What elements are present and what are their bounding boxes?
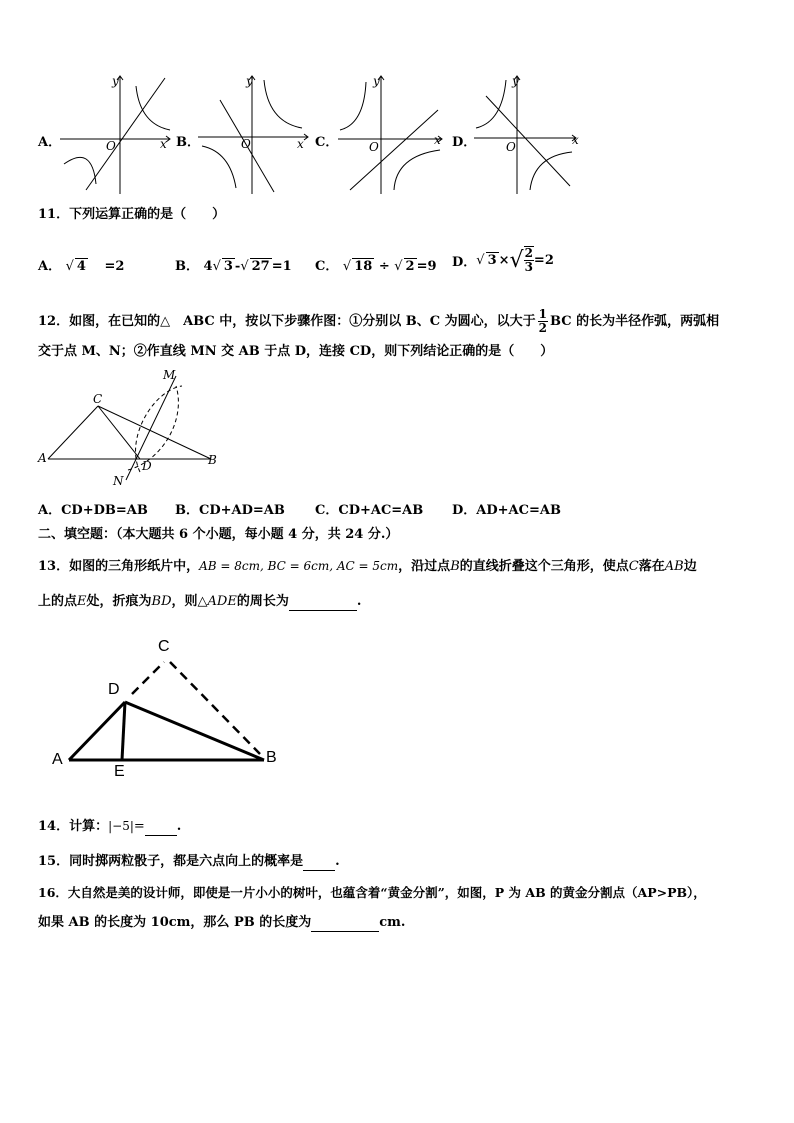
radicand: 27 [251,259,270,274]
origin-label: O [241,137,251,151]
q12-text: 12．如图，在已知的△ ABC 中，按以下步骤作图：①分别以 B、C 为圆心，以大于 [38,313,536,329]
option-letter: A． [38,135,62,150]
q14-text: . [176,819,182,834]
q13-text: ，沿过点 [398,559,451,574]
q16-text: cm. [379,915,406,930]
equals-sign: = [133,819,145,834]
q13-text: 处，折痕为 [86,594,152,609]
coefficient: 4 [203,259,213,274]
q13-text: 边 [683,559,697,574]
point-c-label: C [93,392,103,406]
option-result: =9 [416,259,437,274]
question-12-line1 [38,308,719,335]
radicand: 2 [405,259,415,274]
axis-x-label: x [297,137,304,151]
absolute-value-expression: |−5| [108,819,134,833]
radicand: 3 [487,253,497,268]
point-d-label: D [142,459,152,473]
answer-blank[interactable] [303,856,335,871]
question-16-line2 [38,914,405,932]
question-15 [38,853,340,871]
origin-label: O [106,139,116,153]
q11-option-c: C． √ 18 ÷ √ 2 =9 [315,259,437,274]
graph-b [196,72,316,197]
point-b-label: B [266,749,277,766]
q12-option-c: C．CD+AC=AB [315,503,424,518]
q12-option-b: B．CD+AD=AB [175,503,285,518]
q13-text: 落在 [638,559,665,574]
axis-x-label: x [572,133,579,147]
fraction-numerator: 1 [538,307,548,321]
origin-label: O [506,140,516,154]
q16-text: 如果 AB 的长度为 10cm，那么 PB 的长度为 [38,915,312,930]
point-d-label: D [108,681,120,698]
question-14 [38,817,181,836]
question-13-line1 [38,557,697,576]
answer-blank[interactable] [311,917,379,932]
axis-y-label: y [373,74,380,88]
segment-name: BD [151,594,172,609]
radicand: 18 [354,259,373,274]
axis-y-label: y [112,74,119,88]
q12-text: BC 的长为半径作弧，两弧相 [550,313,720,329]
fraction-denominator: 3 [524,260,533,274]
option-result: =2 [104,259,125,274]
answer-blank[interactable] [145,821,177,836]
option-result: =2 [533,252,554,268]
point-name: C [628,559,639,574]
point-a-label: A [52,751,63,768]
q13-text: . [356,594,362,609]
q12-figure [36,368,226,488]
question-16-line1: 16．大自然是美的设计师，即使是一片小小的树叶，也蕴含着“黄金分割”，如图，P 为 AB 的黄金分割点（AP>PB）， [38,885,706,900]
q12-option-d: D．AD+AC=AB [452,503,561,518]
fraction-numerator: 2 [524,246,533,260]
point-c-label: C [158,638,170,655]
question-12-line2: 交于点 M、N；②作直线 MN 交 AB 于点 D，连接 CD，则下列结论正确的是（ ） [38,344,554,359]
section-2-heading: 二、填空题：（本大题共 6 个小题，每小题 4 分，共 24 分.） [38,527,399,542]
q13-text: 的直线折叠这个三角形，使点 [459,559,629,574]
axis-y-label: y [246,74,253,88]
axis-x-label: x [434,133,441,147]
operator: - [234,259,241,274]
question-11-stem: 11．下列运算正确的是（ ） [38,207,226,222]
q11-option-a: A． √ 4 =2 [38,259,125,274]
option-letter: C． [315,259,339,274]
radicand: 4 [76,259,86,274]
point-b-label: B [208,453,217,467]
q13-text: ，则 [171,594,198,609]
option-letter: B． [175,259,199,274]
segment-name: AB [664,559,684,574]
origin-label: O [369,140,379,154]
point-n-label: N [113,474,124,488]
option-letter: D． [452,135,477,150]
point-name: B [450,559,460,574]
given-lengths: AB = 8cm, BC = 6cm, AC = 5cm [199,559,399,573]
q15-text: 15．同时掷两粒骰子，都是六点向上的概率是 [38,854,304,869]
option-result: =1 [271,259,292,274]
question-13-line2 [38,593,361,611]
q12-option-a: A．CD+DB=AB [38,503,148,518]
q14-text: 14．计算： [38,819,109,834]
q13-text: 13．如图的三角形纸片中， [38,559,200,574]
answer-blank[interactable] [289,596,357,611]
point-m-label: M [163,368,176,382]
point-a-label: A [38,451,47,465]
q15-text: . [335,854,340,869]
q11-option-d: D． √ 3 × √ $\frac{2}{3}$ =2 [452,246,554,274]
axis-y-label: y [512,74,519,88]
q13-text: 的周长为 [236,594,289,609]
operator: ÷ [378,259,390,274]
graph-a [58,72,178,197]
option-letter: A． [38,259,62,274]
q11-option-b: B． 4√ 3 -√ 27 =1 [175,259,292,274]
fraction-denominator: 2 [538,321,548,335]
option-letter: C． [315,135,339,150]
radicand: 3 [223,259,233,274]
point-name: E [77,594,87,609]
q13-figure [60,650,280,780]
operator: × [498,252,510,268]
q13-text: 上的点 [38,594,78,609]
option-letter: D． [452,254,477,270]
triangle-name: △ADE [197,594,237,609]
axis-x-label: x [160,137,167,151]
option-letter: B． [176,135,200,150]
point-e-label: E [114,763,125,780]
